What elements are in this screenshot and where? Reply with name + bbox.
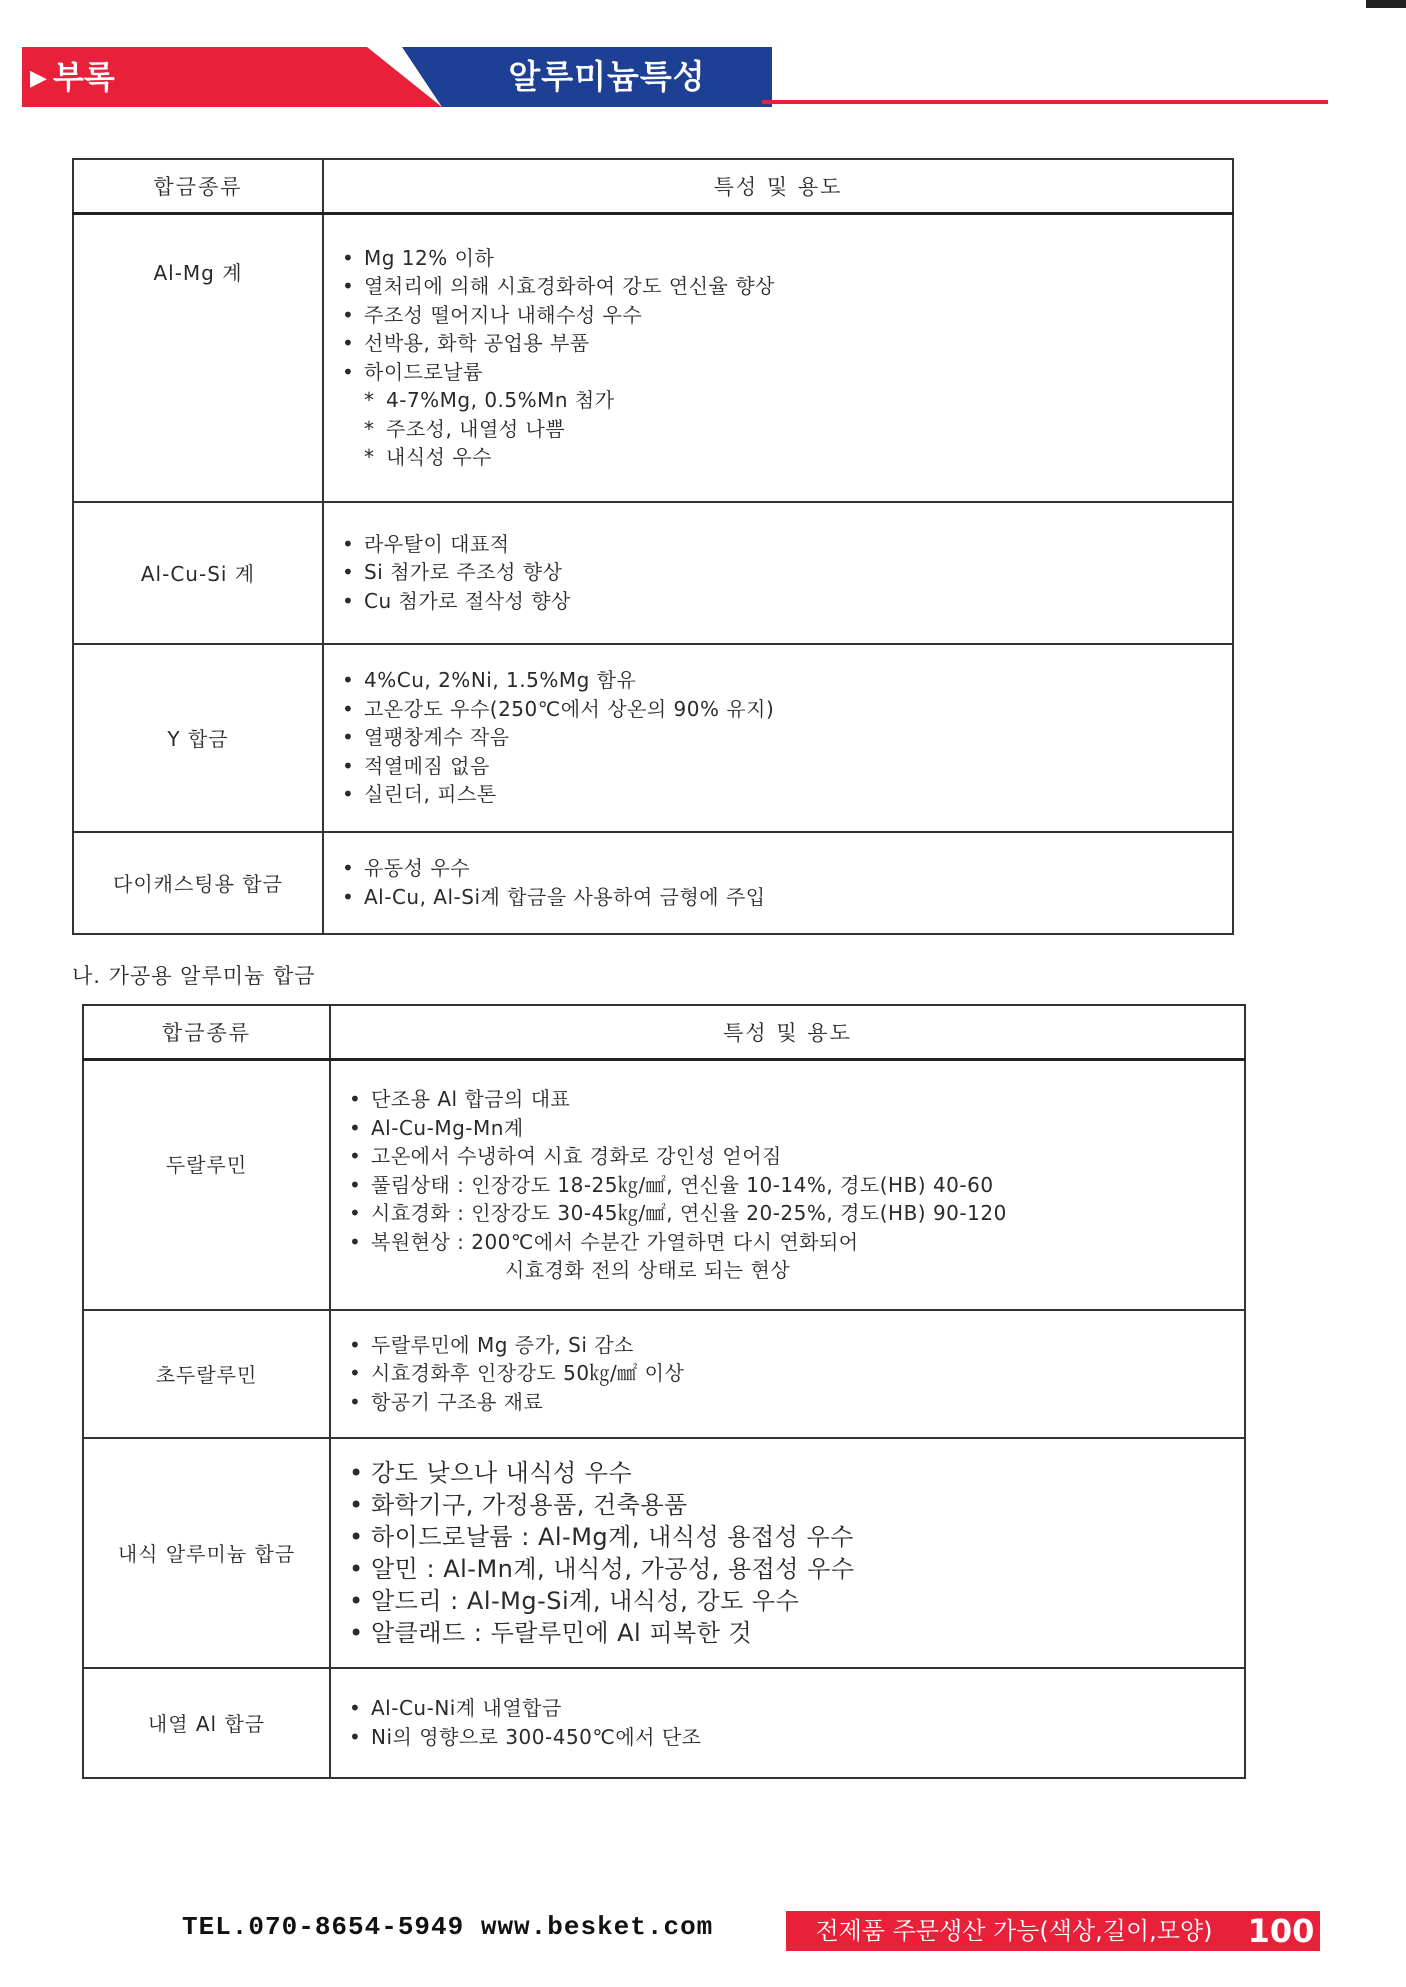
- feature-text: 풀림상태 : 인장강도 18-25㎏/㎟, 연신율 10-14%, 경도(HB) 40-60: [371, 1172, 994, 1197]
- table-header-row: [73, 159, 1233, 214]
- feature-item: [349, 1114, 1244, 1143]
- bullet-icon: •: [349, 1172, 362, 1197]
- section-heading: 나. 가공용 알루미늄 합금: [72, 964, 316, 988]
- page-title: 알루미늄특성: [508, 57, 706, 96]
- sub-feature-item: [342, 443, 1232, 472]
- feature-item: [349, 1256, 1244, 1285]
- footer-banner: [786, 1911, 1320, 1951]
- feature-item: [349, 1723, 1244, 1752]
- feature-item: [349, 1085, 1244, 1114]
- feature-list: [324, 230, 1232, 486]
- feature-text: Si 첨가로 주조성 향상: [364, 560, 563, 585]
- asterisk-icon: *: [364, 416, 375, 441]
- alloy-features: [330, 1310, 1245, 1438]
- feature-text: 내식성 우수: [386, 445, 492, 470]
- bullet-icon: •: [342, 782, 355, 807]
- bullet-icon: •: [349, 1522, 364, 1551]
- casting-alloy-table: [72, 158, 1234, 935]
- alloy-name: Y 합금: [73, 644, 323, 832]
- asterisk-icon: *: [364, 388, 375, 413]
- alloy-features: [323, 502, 1233, 644]
- asterisk-icon: *: [364, 445, 375, 470]
- feature-text: Al-Cu-Mg-Mn계: [371, 1115, 524, 1140]
- feature-item: [342, 530, 1232, 559]
- feature-text: 4%Cu, 2%Ni, 1.5%Mg 함유: [364, 668, 637, 693]
- feature-list: [331, 1317, 1244, 1431]
- feature-item: [342, 695, 1232, 724]
- feature-list: [331, 1680, 1244, 1765]
- feature-item: [349, 1388, 1244, 1417]
- bullet-icon: •: [349, 1389, 362, 1414]
- bullet-icon: •: [342, 753, 355, 778]
- alloy-features: [330, 1060, 1245, 1310]
- bullet-icon: •: [349, 1144, 362, 1168]
- feature-item: [342, 666, 1232, 695]
- feature-item: [349, 1331, 1244, 1360]
- feature-text: 고온에서 수냉하여 시효 경화로 강인성 얻어짐: [371, 1144, 782, 1168]
- feature-item: [342, 752, 1232, 781]
- bullet-icon: •: [342, 331, 355, 356]
- bullet-icon: •: [342, 245, 355, 270]
- feature-text: 화학기구, 가정용품, 건축용품: [371, 1490, 688, 1519]
- feature-text: 실린더, 피스톤: [364, 782, 497, 807]
- bullet-icon: •: [349, 1724, 362, 1749]
- feature-item: [342, 780, 1232, 809]
- feature-item: [349, 1694, 1244, 1723]
- feature-item: [342, 272, 1232, 301]
- alloy-features: [330, 1438, 1245, 1668]
- table-row: [73, 644, 1233, 832]
- feature-text: 선박용, 화학 공업용 부품: [364, 331, 590, 356]
- appendix-label: [30, 57, 115, 99]
- table-row: [83, 1438, 1245, 1668]
- feature-list: [331, 1443, 1244, 1663]
- feature-text: 알민 : Al-Mn계, 내식성, 가공성, 용접성 우수: [371, 1554, 855, 1583]
- bullet-icon: •: [349, 1361, 362, 1386]
- corner-mark: [1366, 0, 1406, 8]
- feature-list: [324, 652, 1232, 823]
- feature-item: [349, 1521, 1244, 1553]
- feature-text: 유동성 우수: [364, 856, 470, 880]
- alloy-features: [323, 832, 1233, 934]
- feature-item: [349, 1457, 1244, 1489]
- bullet-icon: •: [349, 1586, 364, 1615]
- bullet-icon: •: [349, 1696, 362, 1720]
- feature-item: [349, 1585, 1244, 1617]
- feature-text: 항공기 구조용 재료: [371, 1389, 544, 1414]
- feature-item: [342, 883, 1232, 912]
- table-row: [83, 1668, 1245, 1778]
- alloy-features: [323, 214, 1233, 502]
- feature-text: Mg 12% 이하: [364, 245, 495, 270]
- bullet-icon: •: [342, 274, 355, 299]
- bullet-icon: •: [342, 668, 355, 693]
- feature-item: [342, 587, 1232, 616]
- feature-item: [342, 329, 1232, 358]
- feature-list: [324, 516, 1232, 630]
- feature-text: 하이드로날륨: [364, 359, 483, 384]
- alloy-features: [323, 644, 1233, 832]
- table-row: [83, 1060, 1245, 1310]
- feature-item: [342, 558, 1232, 587]
- bullet-icon: •: [342, 884, 355, 909]
- bullet-icon: •: [349, 1618, 364, 1647]
- table-row: [83, 1310, 1245, 1438]
- feature-text: 알드리 : Al-Mg-Si계, 내식성, 강도 우수: [371, 1586, 800, 1615]
- bullet-icon: •: [342, 560, 355, 585]
- bullet-icon: •: [342, 302, 355, 327]
- header-alloy-type: 합금종류: [73, 159, 323, 214]
- feature-text: Al-Cu-Ni계 내열합금: [371, 1696, 562, 1720]
- feature-text: Ni의 영향으로 300-450℃에서 단조: [371, 1724, 702, 1749]
- appendix-text: 부록: [52, 58, 115, 96]
- feature-list: [324, 840, 1232, 925]
- feature-text: 시효경화 전의 상태로 되는 현상: [505, 1258, 791, 1282]
- bullet-icon: •: [349, 1115, 362, 1140]
- feature-text: 두랄루민에 Mg 증가, Si 감소: [371, 1332, 634, 1357]
- footer-banner-text: 전제품 주문생산 가능(색상,길이,모양): [815, 1917, 1213, 1945]
- bullet-icon: •: [349, 1229, 362, 1254]
- feature-item: [349, 1142, 1244, 1171]
- feature-text: 4-7%Mg, 0.5%Mn 첨가: [386, 388, 615, 413]
- feature-item: [342, 301, 1232, 330]
- table-row: [73, 832, 1233, 934]
- feature-text: 알클래드 : 두랄루민에 Al 피복한 것: [371, 1618, 753, 1647]
- alloy-name: 내식 알루미늄 합금: [83, 1438, 330, 1668]
- header-properties: 특성 및 용도: [330, 1005, 1245, 1060]
- feature-text: Cu 첨가로 절삭성 향상: [364, 588, 571, 613]
- table-row: [73, 214, 1233, 502]
- bullet-icon: •: [349, 1490, 364, 1519]
- feature-text: 단조용 Al 합금의 대표: [371, 1087, 571, 1111]
- bullet-icon: •: [342, 531, 355, 556]
- feature-list: [331, 1071, 1244, 1299]
- feature-item: [342, 244, 1232, 273]
- table-row: [73, 502, 1233, 644]
- alloy-name: Al-Cu-Si 계: [73, 502, 323, 644]
- feature-text: 열처리에 의해 시효경화하여 강도 연신율 향상: [364, 274, 775, 299]
- header-properties: 특성 및 용도: [323, 159, 1233, 214]
- feature-item: [349, 1489, 1244, 1521]
- feature-text: 열팽창계수 작음: [364, 725, 510, 750]
- feature-text: 복원현상 : 200℃에서 수분간 가열하면 다시 연화되어: [371, 1229, 859, 1254]
- footer-contact: TEL.070-8654-5949 www.besket.com: [182, 1912, 714, 1942]
- feature-text: 주조성 떨어지나 내해수성 우수: [364, 302, 643, 327]
- feature-item: [342, 854, 1232, 883]
- wrought-alloy-table: [82, 1004, 1246, 1779]
- header-rule: [762, 100, 1328, 104]
- page-header: [22, 47, 1308, 107]
- feature-text: 하이드로날륨 : Al-Mg계, 내식성 용접성 우수: [371, 1522, 854, 1551]
- feature-text: 라우탈이 대표적: [364, 531, 510, 556]
- table-header-row: [83, 1005, 1245, 1060]
- feature-item: [342, 723, 1232, 752]
- feature-text: 시효경화후 인장강도 50㎏/㎟ 이상: [371, 1361, 685, 1386]
- alloy-name: 내열 Al 합금: [83, 1668, 330, 1778]
- bullet-icon: •: [342, 856, 355, 880]
- bullet-icon: •: [342, 725, 355, 750]
- bullet-icon: •: [349, 1332, 362, 1357]
- feature-text: 시효경화 : 인장강도 30-45㎏/㎟, 연신율 20-25%, 경도(HB) 90-120: [371, 1201, 1007, 1225]
- feature-item: [349, 1617, 1244, 1649]
- feature-text: 주조성, 내열성 나쁨: [386, 416, 566, 441]
- feature-text: 적열메짐 없음: [364, 753, 490, 778]
- feature-item: [349, 1553, 1244, 1585]
- sub-feature-item: [342, 415, 1232, 444]
- feature-item: [342, 358, 1232, 387]
- bullet-icon: •: [342, 696, 355, 721]
- bullet-icon: •: [342, 588, 355, 613]
- feature-text: 강도 낮으나 내식성 우수: [371, 1458, 633, 1487]
- alloy-name: 두랄루민: [83, 1060, 330, 1310]
- bullet-icon: •: [349, 1554, 364, 1583]
- header-alloy-type: 합금종류: [83, 1005, 330, 1060]
- bullet-icon: •: [342, 359, 355, 384]
- bullet-icon: •: [349, 1201, 362, 1225]
- alloy-name: Al-Mg 계: [73, 214, 323, 502]
- play-triangle-icon: ▶: [30, 66, 47, 91]
- bullet-icon: •: [349, 1087, 362, 1111]
- feature-item: [349, 1228, 1244, 1257]
- page-number: 100: [1247, 1912, 1315, 1950]
- alloy-name: 초두랄루민: [83, 1310, 330, 1438]
- alloy-name: 다이캐스팅용 합금: [73, 832, 323, 934]
- feature-item: [349, 1171, 1244, 1200]
- bullet-icon: •: [349, 1458, 364, 1487]
- feature-text: 고온강도 우수(250℃에서 상온의 90% 유지): [364, 696, 775, 721]
- alloy-features: [330, 1668, 1245, 1778]
- feature-item: [349, 1359, 1244, 1388]
- feature-item: [349, 1199, 1244, 1228]
- feature-text: Al-Cu, Al-Si계 합금을 사용하여 금형에 주입: [364, 884, 766, 909]
- sub-feature-item: [342, 386, 1232, 415]
